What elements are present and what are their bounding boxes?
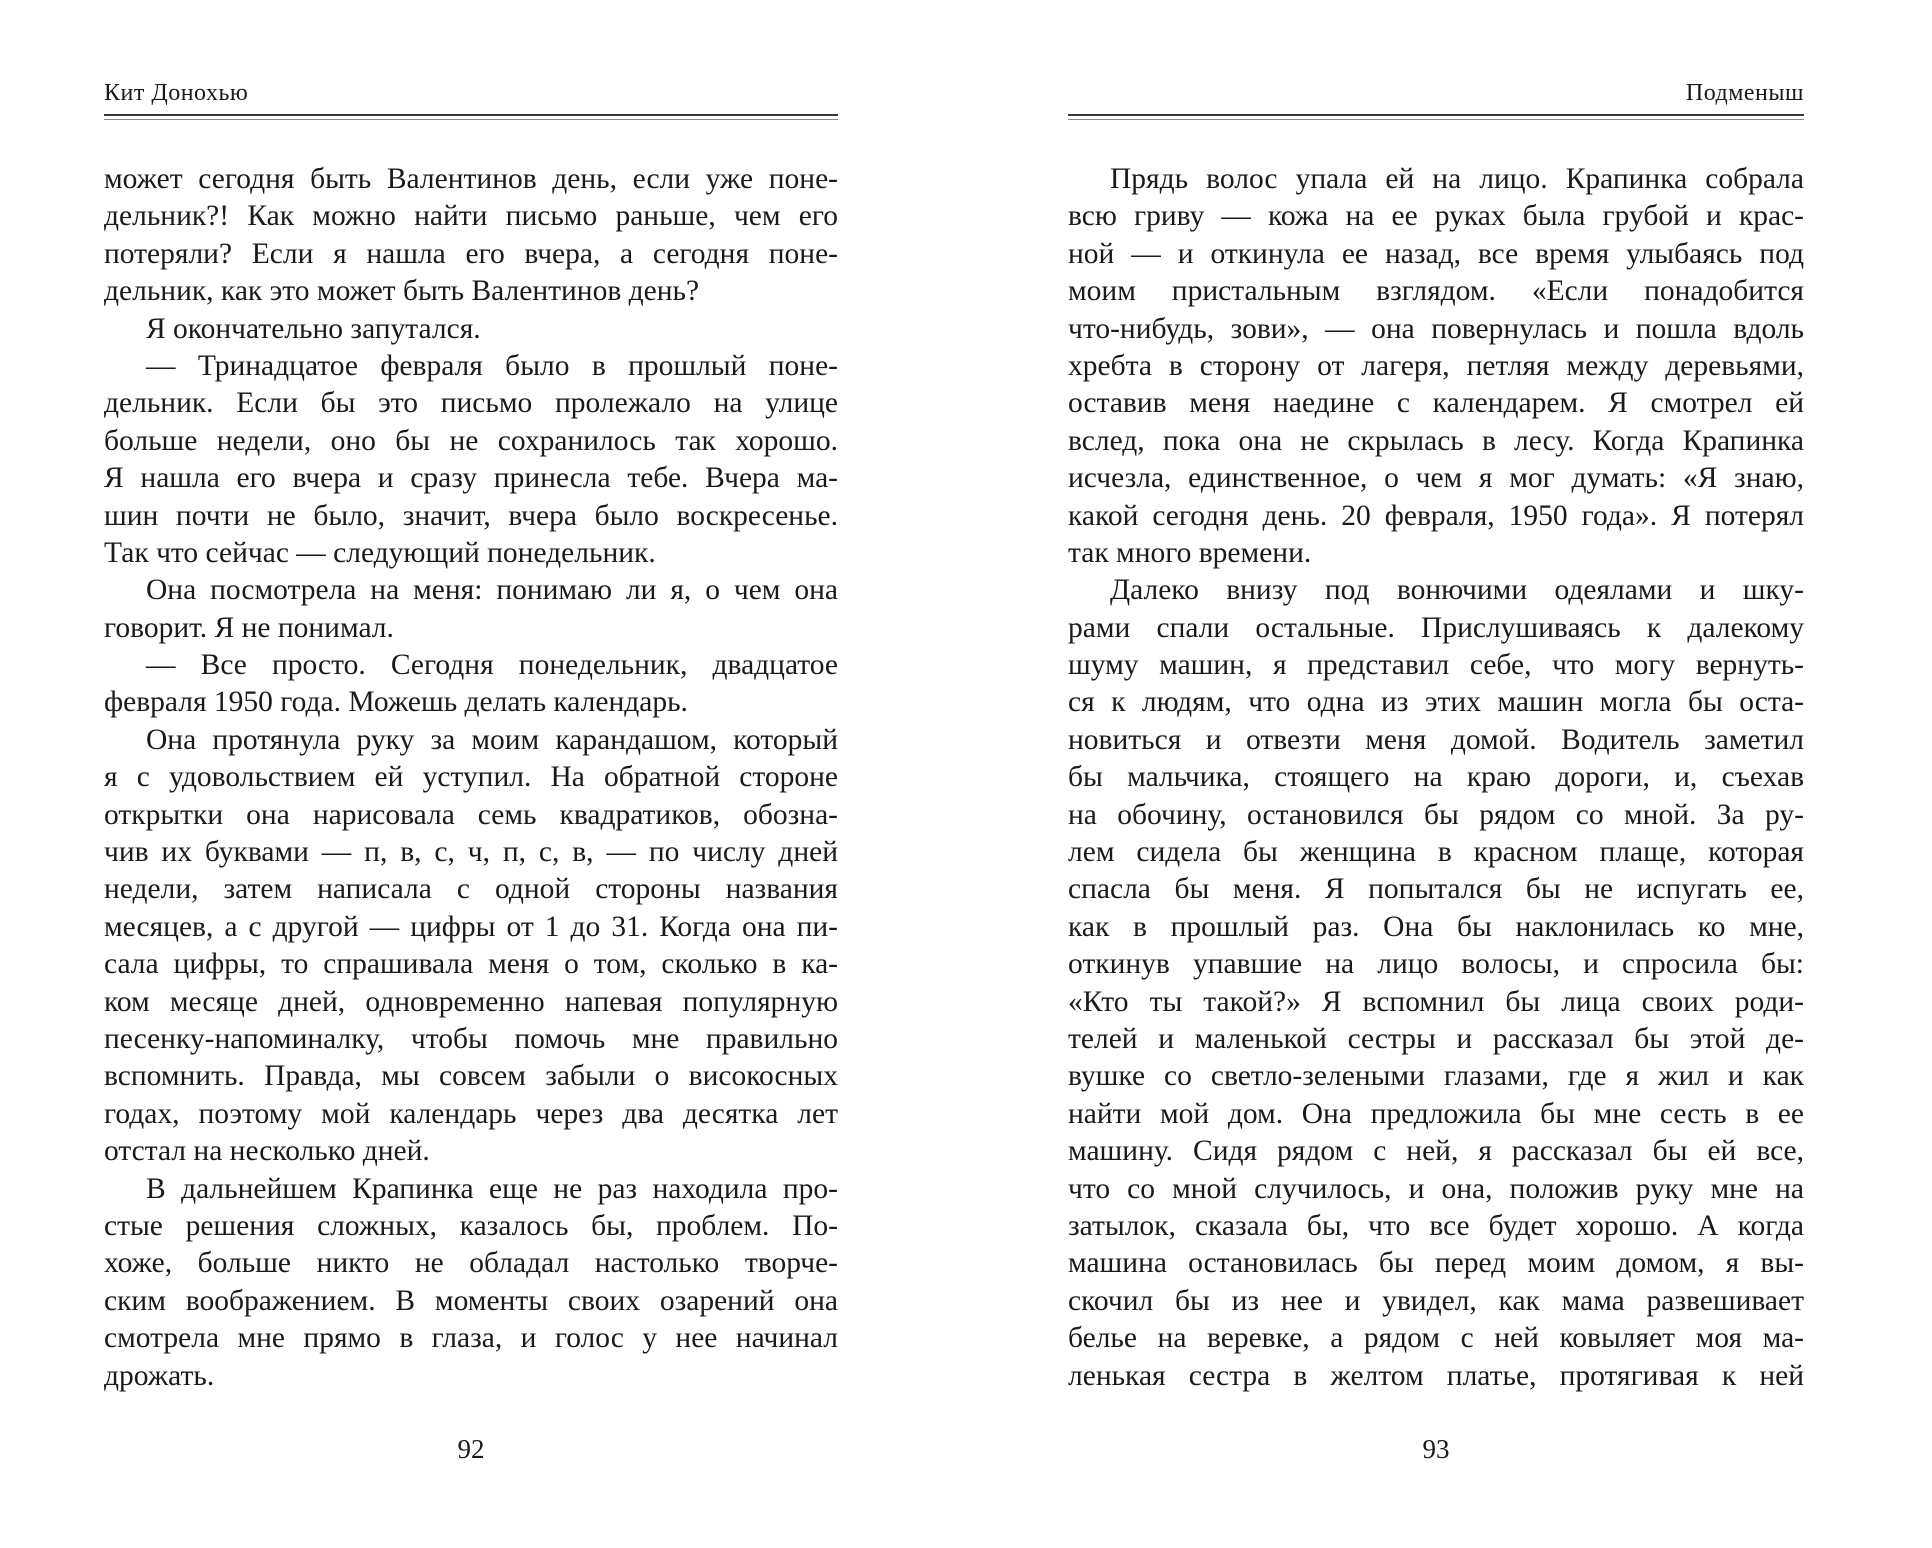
text-line: на обочину, остановился бы рядом со мной. За ру- bbox=[1068, 798, 1804, 831]
right-body-text bbox=[1068, 161, 1804, 1395]
text-line: моим пристальным взглядом. «Если понадобится bbox=[1068, 275, 1804, 308]
text-line: вушке со светло-зелеными глазами, где я жил и как bbox=[1068, 1060, 1804, 1093]
text-line: больше недели, оно бы не сохранилось так хорошо. bbox=[104, 424, 838, 457]
page-number: 93 bbox=[1422, 1434, 1450, 1464]
text-line: найти мой дом. Она предложила бы мне сесть в ее bbox=[1068, 1097, 1804, 1130]
text-line: смотрела мне прямо в глаза, и голос у нее начинал bbox=[104, 1322, 838, 1355]
text-line: ком месяце дней, одновременно напевая популярную bbox=[104, 985, 838, 1018]
text-line: потеряли? Если я нашла его вчера, а сегодня поне- bbox=[104, 237, 838, 270]
text-line: сала цифры, то спрашивала меня о том, сколько в ка- bbox=[104, 948, 838, 981]
text-line: я с удовольствием ей уступил. На обратной стороне bbox=[104, 761, 838, 794]
text-line: рами спали остальные. Прислушиваясь к далекому bbox=[1068, 611, 1804, 644]
text-line: февраля 1950 года. Можешь делать календарь. bbox=[104, 686, 688, 719]
text-line: как в прошлый раз. Она бы наклонилась ко мне, bbox=[1068, 910, 1804, 943]
text-line: Далеко внизу под вонючими одеялами и шку- bbox=[1110, 574, 1804, 607]
text-line: машину. Сидя рядом с ней, я рассказал бы ей все, bbox=[1068, 1135, 1804, 1168]
text-line: откинув упавшие на лицо волосы, и спросила бы: bbox=[1068, 948, 1804, 981]
text-line: новиться и отвезти меня домой. Водитель заметил bbox=[1068, 723, 1804, 756]
text-line: лем сидела бы женщина в красном плаще, которая bbox=[1068, 836, 1804, 869]
text-line: открытки она нарисовала семь квадратиков, обозна- bbox=[104, 798, 838, 831]
text-line: Она посмотрела на меня: понимаю ли я, о чем она bbox=[146, 574, 838, 607]
text-line: говорит. Я не понимал. bbox=[104, 611, 394, 644]
text-line: недели, затем написала с одной стороны названия bbox=[104, 873, 838, 906]
text-line: песенку-напоминалку, чтобы помочь мне правильно bbox=[104, 1022, 838, 1055]
text-line: так много времени. bbox=[1068, 536, 1312, 569]
text-line: вслед, пока она не скрылась в лесу. Когда Крапинка bbox=[1068, 424, 1804, 457]
left-body-text bbox=[104, 161, 838, 1395]
text-line: какой сегодня день. 20 февраля, 1950 года». Я потерял bbox=[1068, 499, 1804, 532]
text-line: оставив меня наедине с календарем. Я смотрел ей bbox=[1068, 387, 1804, 420]
left-page bbox=[104, 0, 838, 1548]
text-line: отстал на несколько дней. bbox=[104, 1135, 430, 1168]
text-line: спасла бы меня. Я попытался бы не испугать ее, bbox=[1068, 873, 1804, 906]
text-line: Я окончательно запутался. bbox=[146, 312, 481, 345]
text-line: белье на веревке, а рядом с ней ковыляет моя ма- bbox=[1068, 1322, 1804, 1355]
text-line: хоже, больше никто не обладал настолько творче- bbox=[104, 1247, 838, 1280]
text-line: — Все просто. Сегодня понедельник, двадцатое bbox=[146, 649, 838, 682]
text-line: хребта в сторону от лагеря, петляя между деревьями, bbox=[1068, 349, 1804, 382]
text-line: что со мной случилось, и она, положив руку мне на bbox=[1068, 1172, 1804, 1205]
text-line: месяцев, а с другой — цифры от 1 до 31. Когда она пи- bbox=[104, 910, 838, 943]
text-line: шин почти не было, значит, вчера было воскресенье. bbox=[104, 499, 838, 532]
text-line: вспомнить. Правда, мы совсем забыли о високосных bbox=[104, 1060, 838, 1093]
text-line: машина остановилась бы перед моим домом, я вы- bbox=[1068, 1247, 1804, 1280]
text-line: ной — и откинула ее назад, все время улыбаясь под bbox=[1068, 237, 1804, 270]
text-line: дельник, как это может быть Валентинов день? bbox=[104, 275, 700, 308]
text-line: стые решения сложных, казалось бы, проблем. По- bbox=[104, 1209, 838, 1242]
text-line: дельник?! Как можно найти письмо раньше, чем его bbox=[104, 200, 838, 233]
text-line: всю гриву — кожа на ее руках была грубой и крас- bbox=[1068, 200, 1804, 233]
header-rule bbox=[1068, 114, 1804, 116]
text-line: годах, поэтому мой календарь через два десятка лет bbox=[104, 1097, 838, 1130]
text-line: шуму машин, я представил себе, что могу вернуть- bbox=[1068, 649, 1804, 682]
text-line: может сегодня быть Валентинов день, если уже поне- bbox=[104, 163, 838, 195]
running-head-author: Кит Донохью bbox=[104, 80, 249, 106]
running-head-title: Подменыш bbox=[1685, 80, 1804, 106]
text-line: В дальнейшем Крапинка еще не раз находила про- bbox=[146, 1172, 838, 1205]
text-line: что-нибудь, зови», — она повернулась и пошла вдоль bbox=[1068, 312, 1804, 345]
text-line: бы мальчика, стоящего на краю дороги, и, съехав bbox=[1068, 761, 1804, 794]
text-line: Я нашла его вчера и сразу принесла тебе. Вчера ма- bbox=[104, 462, 838, 495]
page-number: 92 bbox=[457, 1434, 485, 1464]
right-page bbox=[1068, 0, 1804, 1548]
text-line: затылок, сказала бы, что все будет хорошо. А когда bbox=[1068, 1209, 1804, 1242]
text-line: ся к людям, что одна из этих машин могла бы оста- bbox=[1068, 686, 1804, 719]
header-rule bbox=[104, 114, 838, 116]
text-line: дельник. Если бы это письмо пролежало на улице bbox=[104, 387, 838, 420]
text-line: Прядь волос упала ей на лицо. Крапинка собрала bbox=[1110, 163, 1804, 195]
text-line: Она протянула руку за моим карандашом, который bbox=[146, 723, 838, 756]
text-line: чив их буквами — п, в, с, ч, п, с, в, — по числу дней bbox=[104, 836, 838, 869]
text-line: скочил бы из нее и увидел, как мама развешивает bbox=[1068, 1284, 1804, 1317]
text-line: Так что сейчас — следующий понедельник. bbox=[104, 536, 656, 569]
text-line: — Тринадцатое февраля было в прошлый поне- bbox=[146, 349, 838, 382]
text-line: телей и маленькой сестры и рассказал бы этой де- bbox=[1068, 1022, 1804, 1055]
text-line: дрожать. bbox=[104, 1359, 215, 1392]
text-line: «Кто ты такой?» Я вспомнил бы лица своих роди- bbox=[1068, 985, 1804, 1018]
text-line: ленькая сестра в желтом платье, протягивая к ней bbox=[1068, 1359, 1804, 1392]
text-line: исчезла, единственное, о чем я мог думать: «Я знаю, bbox=[1068, 462, 1804, 495]
text-line: ским воображением. В моменты своих озарений она bbox=[104, 1284, 838, 1317]
